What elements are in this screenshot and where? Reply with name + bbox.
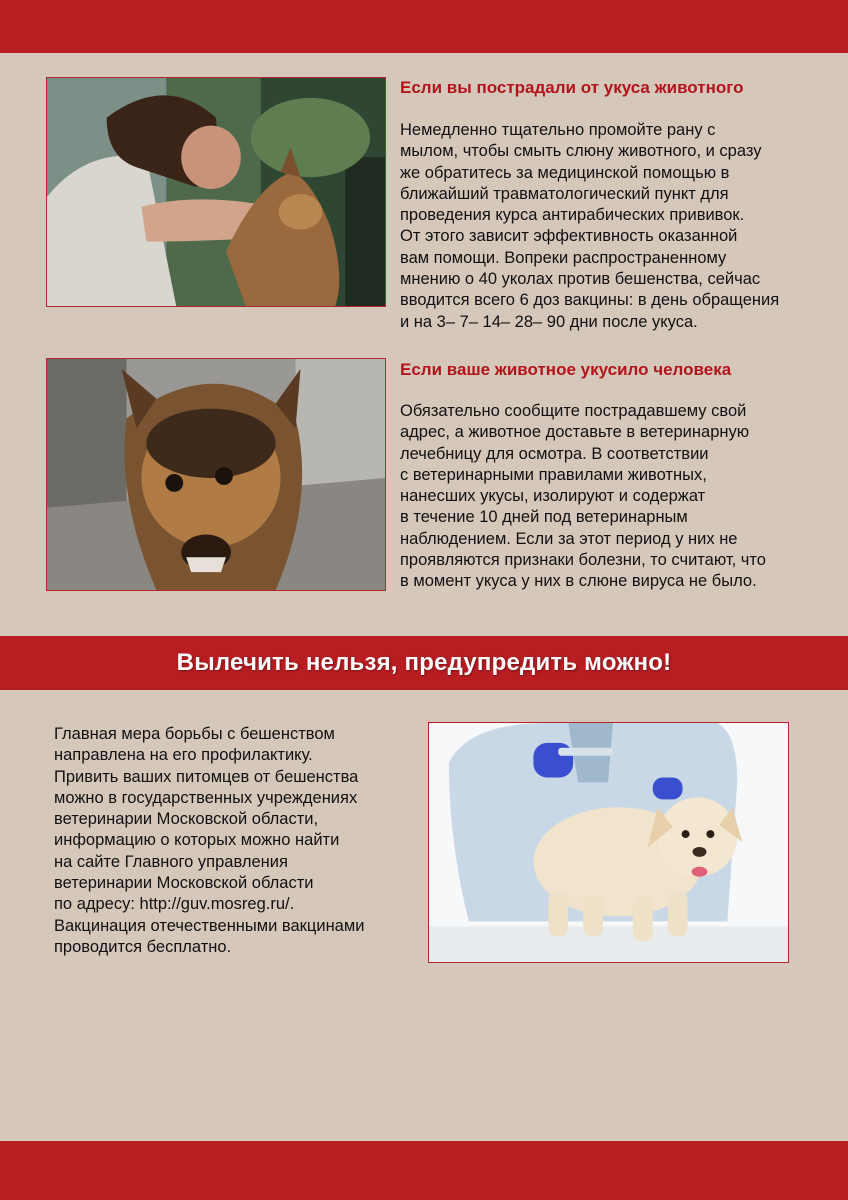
text-line: наблюдением. Если за этот период у них не <box>400 529 738 548</box>
text-line: проведения курса антирабических прививок. <box>400 206 745 225</box>
text-line: мнению о 40 уколах против бешенства, сейчас <box>400 270 761 289</box>
banner-band <box>0 636 848 690</box>
text-line[interactable]: по адресу: http://guv.mosreg.ru/. <box>54 895 295 914</box>
text-line: Немедленно тщательно промойте рану с <box>400 121 716 139</box>
photo-puppy-vaccination <box>428 722 789 963</box>
text-line: в момент укуса у них в слюне вируса не было. <box>400 572 757 591</box>
text-line: проводится бесплатно. <box>54 937 232 956</box>
top-band <box>0 0 848 53</box>
text-line: Обязательно сообщите пострадавшему свой <box>400 402 747 420</box>
text-line: адрес, а животное доставьте в ветеринарную <box>400 423 750 442</box>
text-line: на сайте Главного управления <box>54 852 288 871</box>
paragraph-your-pet-bit <box>400 401 766 593</box>
text-line: ветеринарии Московской области, <box>54 810 319 829</box>
text-line: ветеринарии Московской области <box>54 874 314 893</box>
text-line: вводится всего 6 доз вакцины: в день обращения <box>400 291 780 310</box>
paragraph-bitten <box>400 120 779 333</box>
text-line: в течение 10 дней под ветеринарным <box>400 508 688 527</box>
text-line: с ветеринарными правилами животных, <box>400 465 707 484</box>
text-line: и на 3– 7– 14– 28– 90 дни после укуса. <box>400 312 698 331</box>
text-line: вам помощи. Вопреки распространенному <box>400 248 727 267</box>
text-line: можно в государственных учреждениях <box>54 788 358 807</box>
text-line: лечебницу для осмотра. В соответствии <box>400 444 709 463</box>
text-line: информацию о которых можно найти <box>54 831 340 850</box>
text-line: нанесших укусы, изолируют и содержат <box>400 487 706 506</box>
text-line: направлена на его профилактику. <box>54 746 313 765</box>
photo-snarling-dog <box>46 358 386 591</box>
text-line: ближайший травматологический пункт для <box>400 184 729 203</box>
text-line: же обратитесь за медицинской помощью в <box>400 163 730 182</box>
bottom-band <box>0 1141 848 1200</box>
banner-title: Вылечить нельзя, предупредить можно! <box>176 649 672 676</box>
heading-bitten: Если вы пострадали от укуса животного <box>400 78 744 97</box>
paragraph-prevention <box>54 724 364 958</box>
text-line: Привить ваших питомцев от бешенства <box>54 767 359 786</box>
text-line: мылом, чтобы смыть слюну животного, и сразу <box>400 142 762 161</box>
text-line: Вакцинация отечественными вакцинами <box>54 916 365 935</box>
photo-wolf-bite <box>46 77 386 307</box>
text-line: проявляются признаки болезни, то считают, что <box>400 551 766 570</box>
text-line: Главная мера борьбы с бешенством <box>54 725 335 743</box>
text-line: От этого зависит эффективность оказанной <box>400 227 738 246</box>
heading-your-pet-bit: Если ваше животное укусило человека <box>400 360 732 379</box>
